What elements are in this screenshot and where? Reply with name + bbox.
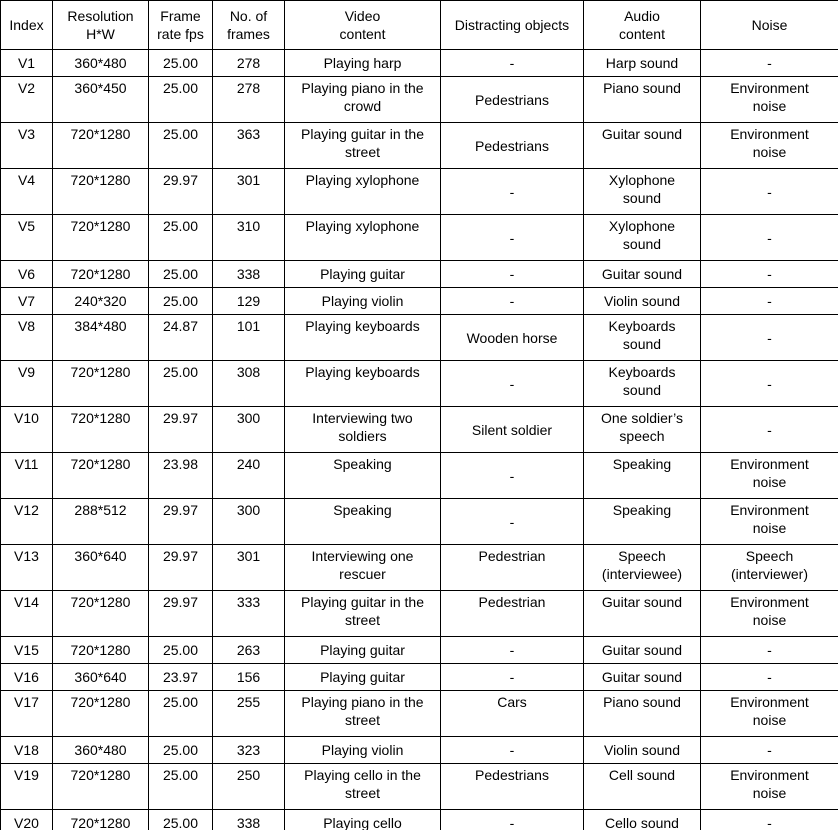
cell-noise: - — [701, 215, 838, 261]
cell-fps: 29.97 — [149, 591, 213, 637]
cell-audio: Guitar sound — [584, 664, 701, 691]
cell-fps: 25.00 — [149, 123, 213, 169]
cell-noise: - — [701, 315, 838, 361]
cell-video: Playing keyboards — [285, 315, 441, 361]
cell-resolution: 720*1280 — [53, 691, 149, 737]
cell-audio: Speaking — [584, 453, 701, 499]
cell-noise: Environment noise — [701, 691, 838, 737]
cell-fps: 25.00 — [149, 50, 213, 77]
cell-frames: 129 — [213, 288, 285, 315]
cell-video: Speaking — [285, 499, 441, 545]
table-row-v10 — [1, 407, 838, 453]
cell-resolution: 288*512 — [53, 499, 149, 545]
cell-index: V12 — [1, 499, 53, 545]
cell-index: V14 — [1, 591, 53, 637]
cell-noise: Environment noise — [701, 453, 838, 499]
table-row-v17 — [1, 691, 838, 737]
cell-audio: Xylophone sound — [584, 169, 701, 215]
cell-noise: - — [701, 637, 838, 664]
cell-distracting: - — [441, 810, 584, 830]
cell-fps: 25.00 — [149, 691, 213, 737]
cell-video: Playing guitar — [285, 637, 441, 664]
cell-frames: 263 — [213, 637, 285, 664]
cell-frames: 333 — [213, 591, 285, 637]
cell-fps: 29.97 — [149, 169, 213, 215]
cell-index: V18 — [1, 737, 53, 764]
column-header-frames: No. of frames — [213, 1, 285, 50]
cell-audio: One soldier’s speech — [584, 407, 701, 453]
cell-video: Playing guitar — [285, 261, 441, 288]
cell-noise: Environment noise — [701, 499, 838, 545]
cell-noise: - — [701, 288, 838, 315]
column-header-video: Video content — [285, 1, 441, 50]
cell-frames: 301 — [213, 545, 285, 591]
cell-distracting: - — [441, 169, 584, 215]
cell-index: V15 — [1, 637, 53, 664]
cell-frames: 301 — [213, 169, 285, 215]
table-row-v7 — [1, 288, 838, 315]
cell-index: V7 — [1, 288, 53, 315]
cell-noise: - — [701, 261, 838, 288]
cell-distracting: - — [441, 664, 584, 691]
cell-index: V1 — [1, 50, 53, 77]
column-header-index: Index — [1, 1, 53, 50]
cell-resolution: 720*1280 — [53, 123, 149, 169]
table-row-v20 — [1, 810, 838, 830]
cell-fps: 23.98 — [149, 453, 213, 499]
cell-resolution: 720*1280 — [53, 637, 149, 664]
column-header-fps: Frame rate fps — [149, 1, 213, 50]
cell-audio: Violin sound — [584, 737, 701, 764]
cell-noise: - — [701, 407, 838, 453]
cell-distracting: - — [441, 261, 584, 288]
cell-video: Playing guitar in the street — [285, 591, 441, 637]
cell-distracting: Cars — [441, 691, 584, 737]
cell-distracting: - — [441, 499, 584, 545]
cell-frames: 278 — [213, 50, 285, 77]
cell-video: Playing piano in the street — [285, 691, 441, 737]
cell-video: Playing xylophone — [285, 215, 441, 261]
cell-noise: - — [701, 810, 838, 830]
cell-audio: Harp sound — [584, 50, 701, 77]
cell-resolution: 720*1280 — [53, 361, 149, 407]
cell-distracting: Pedestrians — [441, 764, 584, 810]
cell-fps: 25.00 — [149, 764, 213, 810]
cell-index: V6 — [1, 261, 53, 288]
cell-fps: 25.00 — [149, 637, 213, 664]
cell-audio: Guitar sound — [584, 261, 701, 288]
cell-audio: Cell sound — [584, 764, 701, 810]
cell-frames: 156 — [213, 664, 285, 691]
cell-noise: Environment noise — [701, 764, 838, 810]
cell-video: Playing guitar — [285, 664, 441, 691]
cell-video: Speaking — [285, 453, 441, 499]
cell-resolution: 720*1280 — [53, 764, 149, 810]
cell-video: Interviewing one rescuer — [285, 545, 441, 591]
cell-video: Playing cello — [285, 810, 441, 830]
cell-noise: - — [701, 361, 838, 407]
cell-noise: Environment noise — [701, 77, 838, 123]
cell-audio: Piano sound — [584, 77, 701, 123]
table-row-v14 — [1, 591, 838, 637]
cell-resolution: 720*1280 — [53, 407, 149, 453]
cell-resolution: 720*1280 — [53, 215, 149, 261]
cell-frames: 278 — [213, 77, 285, 123]
cell-fps: 23.97 — [149, 664, 213, 691]
column-header-resolution: Resolution H*W — [53, 1, 149, 50]
cell-resolution: 720*1280 — [53, 810, 149, 830]
table-row-v12 — [1, 499, 838, 545]
table-row-v9 — [1, 361, 838, 407]
cell-frames: 300 — [213, 407, 285, 453]
cell-audio: Violin sound — [584, 288, 701, 315]
cell-fps: 25.00 — [149, 288, 213, 315]
table-row-v1 — [1, 50, 838, 77]
cell-frames: 310 — [213, 215, 285, 261]
table-row-v4 — [1, 169, 838, 215]
cell-audio: Xylophone sound — [584, 215, 701, 261]
cell-frames: 255 — [213, 691, 285, 737]
cell-resolution: 360*480 — [53, 737, 149, 764]
cell-distracting: - — [441, 215, 584, 261]
cell-noise: Environment noise — [701, 123, 838, 169]
cell-video: Interviewing two soldiers — [285, 407, 441, 453]
cell-fps: 25.00 — [149, 261, 213, 288]
column-header-noise: Noise — [701, 1, 838, 50]
cell-noise: - — [701, 664, 838, 691]
cell-frames: 300 — [213, 499, 285, 545]
cell-audio: Guitar sound — [584, 591, 701, 637]
cell-index: V17 — [1, 691, 53, 737]
cell-resolution: 240*320 — [53, 288, 149, 315]
cell-distracting: - — [441, 288, 584, 315]
cell-audio: Guitar sound — [584, 123, 701, 169]
cell-frames: 101 — [213, 315, 285, 361]
table-row-v6 — [1, 261, 838, 288]
cell-distracting: Wooden horse — [441, 315, 584, 361]
cell-distracting: Pedestrian — [441, 545, 584, 591]
column-header-distracting: Distracting objects — [441, 1, 584, 50]
cell-audio: Piano sound — [584, 691, 701, 737]
cell-video: Playing keyboards — [285, 361, 441, 407]
cell-index: V16 — [1, 664, 53, 691]
table-row-v11 — [1, 453, 838, 499]
cell-noise: Environment noise — [701, 591, 838, 637]
cell-distracting: Silent soldier — [441, 407, 584, 453]
cell-noise: Speech (interviewer) — [701, 545, 838, 591]
table-row-v5 — [1, 215, 838, 261]
cell-fps: 25.00 — [149, 215, 213, 261]
cell-video: Playing guitar in the street — [285, 123, 441, 169]
table-row-v18 — [1, 737, 838, 764]
table-header — [1, 1, 838, 50]
cell-audio: Keyboards sound — [584, 361, 701, 407]
cell-frames: 338 — [213, 810, 285, 830]
table-row-v16 — [1, 664, 838, 691]
table-row-v15 — [1, 637, 838, 664]
cell-distracting: - — [441, 453, 584, 499]
cell-distracting: Pedestrian — [441, 591, 584, 637]
cell-fps: 29.97 — [149, 407, 213, 453]
cell-frames: 323 — [213, 737, 285, 764]
cell-index: V9 — [1, 361, 53, 407]
cell-frames: 338 — [213, 261, 285, 288]
cell-distracting: - — [441, 637, 584, 664]
cell-noise: - — [701, 169, 838, 215]
cell-resolution: 720*1280 — [53, 261, 149, 288]
table-row-v13 — [1, 545, 838, 591]
cell-index: V19 — [1, 764, 53, 810]
table-body — [1, 50, 838, 830]
cell-audio: Speaking — [584, 499, 701, 545]
cell-fps: 25.00 — [149, 810, 213, 830]
cell-index: V8 — [1, 315, 53, 361]
cell-resolution: 360*640 — [53, 664, 149, 691]
cell-index: V5 — [1, 215, 53, 261]
cell-distracting: - — [441, 737, 584, 764]
cell-noise: - — [701, 737, 838, 764]
cell-resolution: 720*1280 — [53, 453, 149, 499]
cell-index: V2 — [1, 77, 53, 123]
cell-noise: - — [701, 50, 838, 77]
table-row-v8 — [1, 315, 838, 361]
cell-resolution: 360*480 — [53, 50, 149, 77]
cell-resolution: 360*640 — [53, 545, 149, 591]
cell-video: Playing cello in the street — [285, 764, 441, 810]
cell-video: Playing violin — [285, 737, 441, 764]
cell-resolution: 384*480 — [53, 315, 149, 361]
cell-resolution: 720*1280 — [53, 169, 149, 215]
cell-index: V3 — [1, 123, 53, 169]
cell-audio: Guitar sound — [584, 637, 701, 664]
cell-fps: 25.00 — [149, 77, 213, 123]
cell-index: V13 — [1, 545, 53, 591]
cell-frames: 240 — [213, 453, 285, 499]
cell-audio: Keyboards sound — [584, 315, 701, 361]
cell-audio: Cello sound — [584, 810, 701, 830]
cell-resolution: 360*450 — [53, 77, 149, 123]
cell-frames: 308 — [213, 361, 285, 407]
cell-index: V4 — [1, 169, 53, 215]
cell-frames: 250 — [213, 764, 285, 810]
cell-resolution: 720*1280 — [53, 591, 149, 637]
cell-fps: 24.87 — [149, 315, 213, 361]
cell-fps: 25.00 — [149, 361, 213, 407]
cell-distracting: - — [441, 361, 584, 407]
cell-video: Playing violin — [285, 288, 441, 315]
cell-index: V11 — [1, 453, 53, 499]
cell-frames: 363 — [213, 123, 285, 169]
cell-distracting: - — [441, 50, 584, 77]
cell-index: V20 — [1, 810, 53, 830]
cell-index: V10 — [1, 407, 53, 453]
column-header-audio: Audio content — [584, 1, 701, 50]
cell-video: Playing harp — [285, 50, 441, 77]
cell-fps: 29.97 — [149, 499, 213, 545]
table-row-v2 — [1, 77, 838, 123]
header-row — [1, 1, 838, 50]
cell-distracting: Pedestrians — [441, 123, 584, 169]
table-row-v19 — [1, 764, 838, 810]
cell-fps: 29.97 — [149, 545, 213, 591]
cell-video: Playing xylophone — [285, 169, 441, 215]
cell-audio: Speech (interviewee) — [584, 545, 701, 591]
table-row-v3 — [1, 123, 838, 169]
cell-video: Playing piano in the crowd — [285, 77, 441, 123]
cell-fps: 25.00 — [149, 737, 213, 764]
cell-distracting: Pedestrians — [441, 77, 584, 123]
